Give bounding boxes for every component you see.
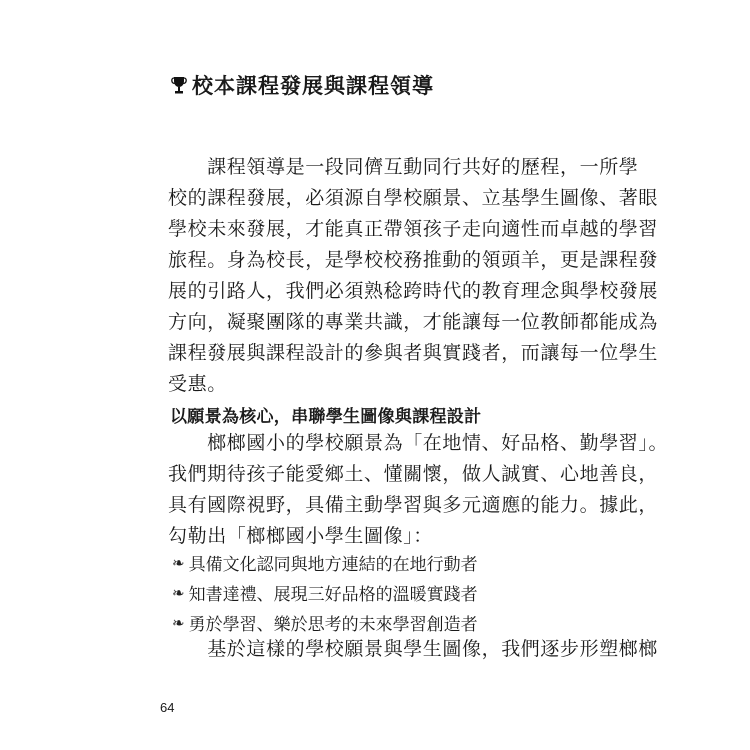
paragraph-2-line: 具有國際視野，具備主動學習與多元適應的能力。據此， bbox=[168, 494, 659, 516]
bullet-text: 具備文化認同與地方連結的在地行動者 bbox=[188, 555, 478, 575]
page-number: 64 bbox=[160, 700, 175, 715]
section-heading bbox=[170, 70, 434, 100]
paragraph-1-line: 學校未來發展，才能真正帶領孩子走向適性而卓越的學習 bbox=[168, 218, 659, 240]
bullet-item bbox=[172, 580, 478, 605]
paragraph-1-line: 展的引路人，我們必須熟稔跨時代的教育理念與學校發展 bbox=[168, 280, 659, 302]
paragraph-1-line: 課程發展與課程設計的參與者與實踐者，而讓每一位學生 bbox=[168, 342, 659, 364]
bullet-text: 勇於學習、樂於思考的未來學習創造者 bbox=[188, 615, 478, 635]
subsection-heading: 以願景為核心，串聯學生圖像與課程設計 bbox=[170, 407, 482, 427]
section-heading-text: 校本課程發展與課程領導 bbox=[192, 73, 434, 98]
paragraph-3-line: 基於這樣的學校願景與學生圖像，我們逐步形塑榔榔 bbox=[168, 638, 659, 660]
bullet-item bbox=[172, 550, 478, 575]
paragraph-1-line: 旅程。身為校長，是學校校務推動的領頭羊，更是課程發 bbox=[168, 249, 659, 271]
leaf-icon: ❧ bbox=[172, 613, 185, 632]
paragraph-1-line: 校的課程發展，必須源自學校願景、立基學生圖像、著眼 bbox=[168, 187, 659, 209]
leaf-icon: ❧ bbox=[172, 553, 185, 572]
paragraph-1-line: 課程領導是一段同儕互動同行共好的歷程，一所學 bbox=[168, 156, 639, 178]
trophy-icon bbox=[170, 75, 188, 95]
paragraph-1-line: 受惠。 bbox=[168, 373, 227, 395]
paragraph-2-line: 勾勒出「榔榔國小學生圖像」： bbox=[168, 525, 433, 547]
leaf-icon: ❧ bbox=[172, 583, 185, 602]
paragraph-1-line: 方向，凝聚團隊的專業共識，才能讓每一位教師都能成為 bbox=[168, 311, 659, 333]
bullet-text: 知書達禮、展現三好品格的溫暖實踐者 bbox=[188, 585, 478, 605]
paragraph-2-line: 我們期待孩子能愛鄉土、懂關懷，做人誠實、心地善良， bbox=[168, 463, 659, 485]
bullet-item bbox=[172, 610, 478, 635]
paragraph-2-line: 榔榔國小的學校願景為「在地情、好品格、勤學習」。 bbox=[168, 432, 669, 454]
